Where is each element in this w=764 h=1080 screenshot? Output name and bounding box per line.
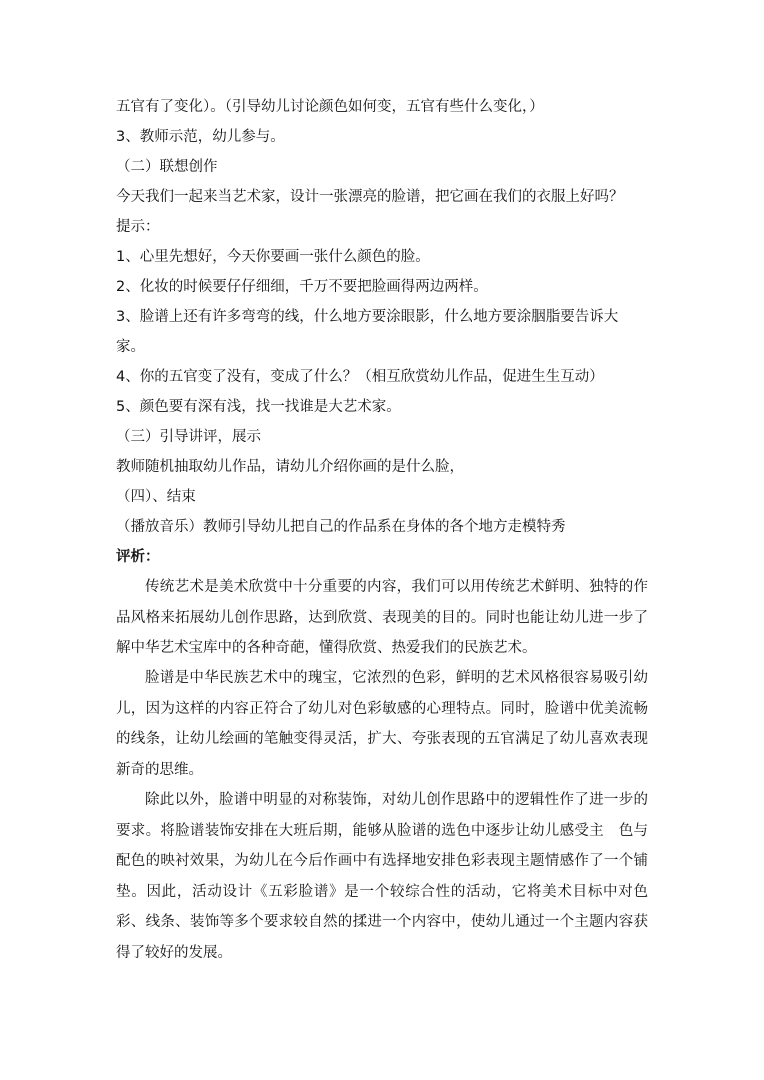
text-line: 3、教师示范，幼儿参与。 <box>116 129 285 145</box>
list-item: 5、颜色要有深有浅，找一找谁是大艺术家。 <box>116 399 401 415</box>
text-line: 五官有了变化）。（引导幼儿讨论颜色如何变，五官有些什么变化，） <box>116 99 544 115</box>
section-heading: （四）、结束 <box>116 489 196 505</box>
text-line: 教师随机抽取幼儿作品，请幼儿介绍你画的是什么脸， <box>116 459 464 475</box>
review-paragraph: 脸谱是中华民族艺术中的瑰宝，它浓烈的色彩，鲜明的艺术风格很容易吸引幼儿，因为这样的内容正符合了幼儿对色彩敏感的心理特点。同时，脸谱中优美流畅的线条，让幼儿绘画的笔触变得灵活，扩大、夸张表现的五官满足了幼儿喜欢表现新奇的思维。 <box>116 670 648 778</box>
section-heading: （二）联想创作 <box>116 159 218 175</box>
list-item: 2、化妆的时候要仔仔细细，千万不要把脸画得两边两样。 <box>116 279 488 295</box>
text-line: （播放音乐）教师引导幼儿把自己的作品系在身体的各个地方走模特秀 <box>116 519 566 535</box>
list-item: 1、心里先想好，今天你要画一张什么颜色的脸。 <box>116 249 430 265</box>
review-paragraph: 传统艺术是美术欣赏中十分重要的内容，我们可以用传统艺术鲜明、独特的作品风格来拓展幼儿创作思路，达到欣赏、表现美的目的。同时也能让幼儿进一步了解中华艺术宝库中的各种奇葩，懂得欣赏、热爱我们的民族艺术。 <box>116 579 648 656</box>
list-item-continued: 家。 <box>116 339 145 355</box>
section-heading: （三）引导讲评，展示 <box>116 429 261 445</box>
text-line: 今天我们一起来当艺术家，设计一张漂亮的脸谱，把它画在我们的衣服上好吗？ <box>116 189 624 205</box>
review-paragraph: 除此以外，脸谱中明显的对称装饰，对幼儿创作思路中的逻辑性作了进一步的要求。将脸谱装饰安排在大班后期，能够从脸谱的选色中逐步让幼儿感受主 色与配色的映衬效果，为幼儿在今后作画中有选择地安排色彩表现主题情感作了一个铺垫。因此，活动设计《五彩脸谱》是一个较综合性的活动，它将美术目标中对色彩、线条、装饰等多个要求较自然的揉进一个内容中，使幼儿通过一个主题内容获得了较好的发展。 <box>116 792 648 961</box>
list-item: 4、你的五官变了没有，变成了什么？（相互欣赏幼儿作品，促进生生互动） <box>116 369 604 385</box>
review-heading: 评析： <box>116 549 160 565</box>
list-item: 3、脸谱上还有许多弯弯的线，什么地方要涂眼影，什么地方要涂胭脂要告诉大 <box>116 309 619 325</box>
text-line: 提示： <box>116 219 160 235</box>
